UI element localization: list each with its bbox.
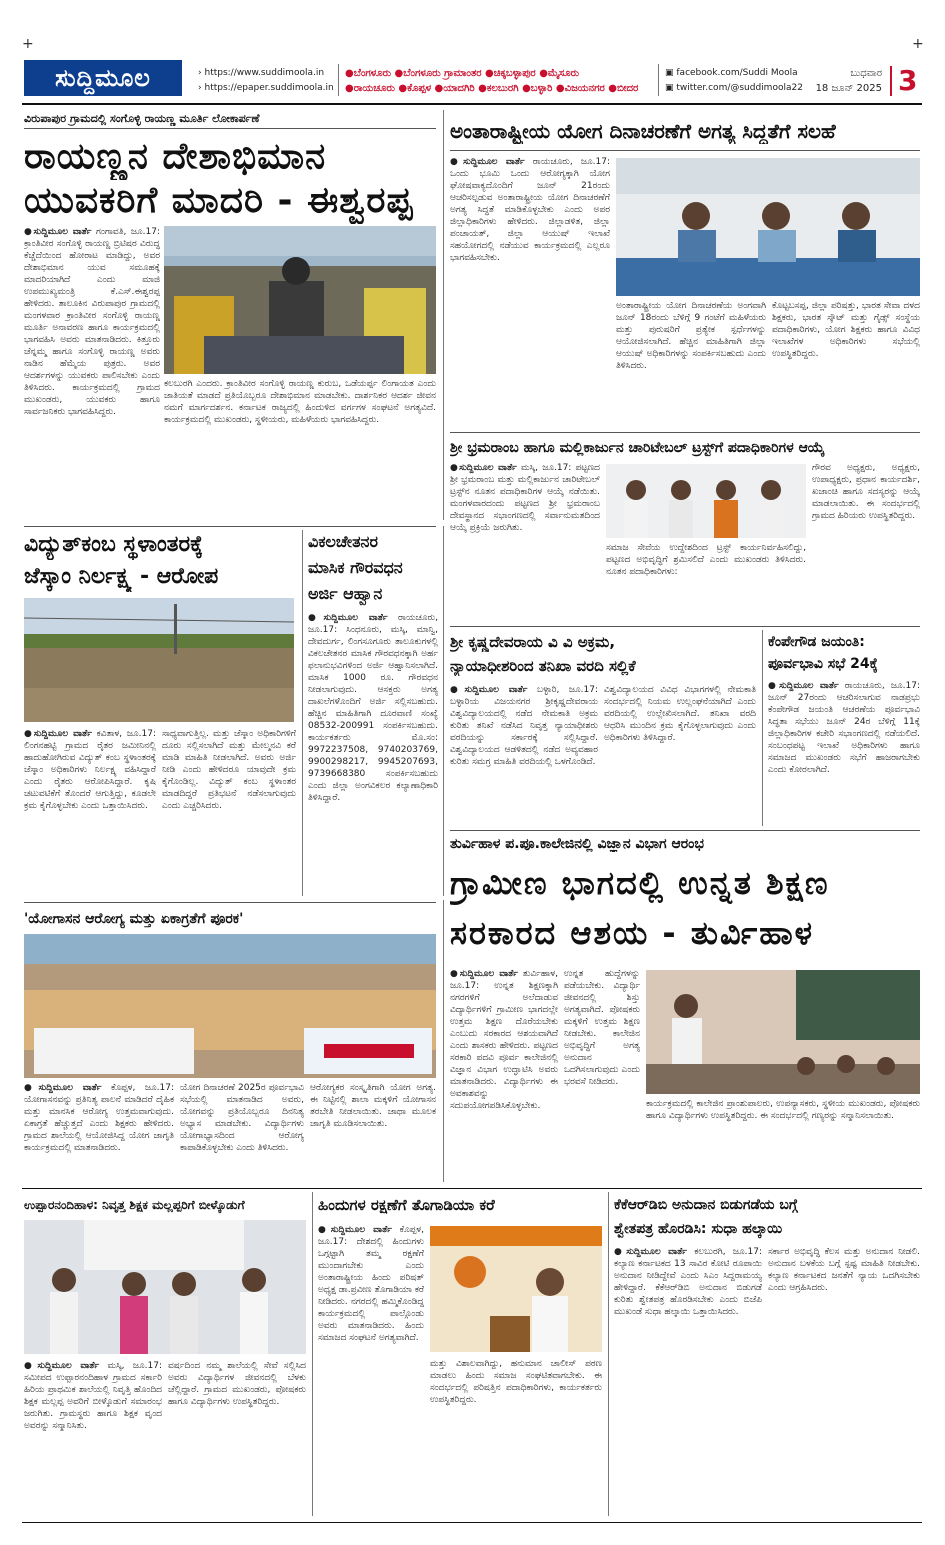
story1-headline-line1: ರಾಯಣ್ಣನ ದೇಶಾಭಿಮಾನ (24, 136, 327, 177)
story9-headline: 'ಯೋಗಾಸನ ಆರೋಗ್ಯ ಮತ್ತು ಏಕಾಗ್ರತೆಗೆ ಪೂರಕ' (24, 911, 244, 927)
retirement-felicitation-image (24, 1220, 306, 1354)
column-divider (608, 1192, 609, 1516)
story6-body2: ವಿಶ್ವವಿದ್ಯಾಲಯದ ವಿವಿಧ ವಿಭಾಗಗಳಲ್ಲಿ ನೇಮಕಾತಿ ಸಂದರ್ಭದಲ್ಲಿ ನಿಯಮ ಉಲ್ಲಂಘನೆಯಾಗಿದೆ ಎಂದು ವರದಿಯಲ್ಲಿ ಉಲ್ಲೇಖಿಸಲಾಗಿದೆ. ತನಿಖಾ ವರದಿ ಆಧರಿಸಿ ಮುಂದಿನ ಕ್ರಮ ಕೈಗೊಳ್ಳಲಾಗುವುದು ಎಂದು ಅಧಿಕಾರಿಗಳು ತಿಳಿಸಿದ್ದಾರೆ. (604, 685, 756, 743)
science-department-event-image (646, 970, 920, 1094)
story12-body2-column (768, 1246, 920, 1516)
story4-photo (24, 598, 294, 722)
story11-body2: ಮತ್ತು ವಿಶಾಲವಾಗಿದ್ದು, ಹನುಮಾನ ಚಾಲೀಸ್ ಪಠಣ ಮಾಡಲು ಹಿಂದು ಸಮಾಜ ಸಂಘಟಿತವಾಗಬೇಕು. ಈ ಸಂದರ್ಭದಲ್ಲಿ ಪರಿಷತ್ತಿನ ಪದಾಧಿಕಾರಿಗಳು, ಕಾರ್ಯಕರ್ತರು ಉಪಸ್ಥಿತರಿದ್ದರು. (430, 1359, 602, 1405)
column-divider (443, 526, 444, 896)
link-arrow-icon: › (198, 68, 202, 78)
story9-body-column (24, 1082, 174, 1182)
story3-body2: ಸಮಾಜ ಸೇವೆಯ ಉದ್ದೇಶದಿಂದ ಟ್ರಸ್ಟ್ ಕಾರ್ಯನಿರ್ವಹಿಸಲಿದ್ದು, ಪಟ್ಟಣದ ಅಭಿವೃದ್ಧಿಗೆ ಶ್ರಮಿಸಲಿದೆ ಎಂದು ಮುಖಂಡರು ತಿಳಿಸಿದರು. ನೂತನ ಪದಾಧಿಕಾರಿಗಳು: (606, 543, 806, 577)
story3-body3: ಗೌರವ ಅಧ್ಯಕ್ಷರು, ಅಧ್ಯಕ್ಷರು, ಉಪಾಧ್ಯಕ್ಷರು, ಪ್ರಧಾನ ಕಾರ್ಯದರ್ಶಿ, ಖಜಾಂಚಿ ಹಾಗೂ ಸದಸ್ಯರನ್ನು ಆಯ್ಕೆ ಮಾಡಲಾಯಿತು. ಈ ಸಂದರ್ಭದಲ್ಲಿ ಗ್ರಾಮದ ಹಿರಿಯರು ಉಪಸ್ಥಿತರಿದ್ದರು. (812, 463, 920, 521)
story9-body2-column (180, 1082, 304, 1182)
story2-photo (616, 158, 920, 296)
link-arrow-icon: › (198, 83, 202, 93)
story1-body: ಗಂಗಾವತಿ, ಜೂ.17: ಕ್ರಾಂತಿವೀರ ಸಂಗೊಳ್ಳಿ ರಾಯಣ್ಣ ಬ್ರಿಟಿಷರ ವಿರುದ್ಧ ಕೆಚ್ಚೆದೆಯಿಂದ ಹೋರಾಟ ಮಾಡಿದ್ದು, ಅವರ ದೇಶಾಭಿಮಾನ ಯುವ ಸಮೂಹಕ್ಕೆ ಮಾದರಿಯಾಗಿದೆ ಎಂದು ಮಾಜಿ ಉಪಮುಖ್ಯಮಂತ್ರಿ ಕೆ.ಎಸ್.ಈಶ್ವರಪ್ಪ ಹೇಳಿದರು. ತಾಲೂಕಿನ ವಿರುಪಾಪುರ ಗ್ರಾಮದಲ್ಲಿ ಮಂಗಳವಾರ ಕ್ರಾಂತಿವೀರ ಸಂಗೊಳ್ಳಿ ರಾಯಣ್ಣ ಮೂರ್ತಿ ಅನಾವರಣ ಹಾಗೂ ಕಾರ್ಯಕ್ರಮದಲ್ಲಿ ಭಾಗವಹಿಸಿ ಅವರು ಮಾತನಾಡಿದರು. ಕಿತ್ತೂರು ಚೆನ್ನಮ್ಮ ಹಾಗೂ ಸಂಗೊಳ್ಳಿ ರಾಯಣ್ಣ ಅವರು ನಾಡಿನ ಹೆಮ್ಮೆಯ ಪುತ್ರರು. ಅವರ ಆದರ್ಶಗಳನ್ನು ಯುವಕರು ಪಾಲಿಸಬೇಕು ಎಂದು ತಿಳಿಸಿದರು. ಕಾರ್ಯಕ್ರಮದಲ್ಲಿ ಗ್ರಾಮದ ಮುಖಂಡರು, ಯುವಕರು ಹಾಗೂ ಸಾರ್ವಜನಿಕರು ಭಾಗವಹಿಸಿದ್ದರು. (24, 227, 160, 417)
rayanna-statue-event-image (164, 226, 436, 374)
story7-byline: ●ಸುದ್ದಿಮೂಲ ವಾರ್ತೆ (768, 681, 839, 691)
story12-headline-line1: ಕೆಕೆಆರ್‌ಡಿಬಿ ಅನುದಾನ ಬಿಡುಗಡೆಯ ಬಗ್ಗೆ (614, 1197, 798, 1213)
dateline (810, 66, 882, 96)
story11-headline: ಹಿಂದುಗಳ ರಕ್ಷಣೆಗೆ ತೊಗಾಡಿಯಾ ಕರೆ (318, 1196, 495, 1214)
story7-headline-line2: ಪೂರ್ವಭಾವಿ ಸಭೆ 24ಕ್ಕೆ (768, 656, 878, 672)
story1-headline-line2: ಯುವಕರಿಗೆ ಮಾದರಿ - ಈಶ್ವರಪ್ಪ (24, 180, 414, 221)
story12-headline-line2: ಶ್ವೇತಪತ್ರ ಹೊರಡಿಸಿ: ಸುಧಾ ಹಲ್ಕಾಯಿ (614, 1221, 783, 1237)
story1-photo (164, 226, 436, 374)
column-divider (762, 630, 763, 826)
rule (450, 830, 920, 831)
story6-headline-line2: ನ್ಯಾಯಾಧೀಶರಿಂದ ತನಿಖಾ ವರದಿ ಸಲ್ಲಿಕೆ (450, 657, 636, 675)
trust-officials-image (606, 464, 806, 538)
story8-body2: ಉನ್ನತ ಹುದ್ದೆಗಳನ್ನು ಪಡೆಯಬೇಕು. ವಿದ್ಯಾರ್ಥಿ ಜೀವನದಲ್ಲಿ ಶಿಸ್ತು ಅಗತ್ಯವಾಗಿದೆ. ಪೋಷಕರು ಮಕ್ಕಳಿಗೆ ಉತ್ತಮ ಶಿಕ್ಷಣ ನೀಡಬೇಕು. ಕಾಲೇಜಿನ ಅಭಿವೃದ್ಧಿಗೆ ಅಗತ್ಯ ಅನುದಾನ ಒದಗಿಸಲಾಗುವುದು ಎಂದು ಭರವಸೆ ನೀಡಿದರು. (564, 969, 640, 1087)
story12-byline: ●ಸುದ್ದಿಮೂಲ ವಾರ್ತೆ (614, 1247, 687, 1257)
twitter-link[interactable]: twitter.com/@suddimoola22 (676, 83, 803, 93)
story1-kicker: ವಿರುಪಾಪುರ ಗ್ರಾಮದಲ್ಲಿ ಸಂಗೊಳ್ಳಿ ರಾಯಣ್ಣ ಮೂರ್ತಿ ಲೋಕಾರ್ಪಣೆ (24, 112, 260, 125)
story4-body2: ಸಾಧ್ಯವಾಗುತ್ತಿಲ್ಲ. ಮತ್ತು ಜೆಸ್ಕಾಂ ಅಧಿಕಾರಿಗಳಿಗೆ ದೂರು ಸಲ್ಲಿಸಲಾಗಿದೆ ಮತ್ತು ಮೇಲ್ಮನವಿ ಕರೆ ಮಾಡಿ ಮಾಹಿತಿ ನೀಡಲಾಗಿದೆ. ಅವರು ಅರ್ಜಿ ನೀಡಿ ಎಂದು ಹೇಳಿದರೂ ಯಾವುದೇ ಕ್ರಮ ಕೈಗೊಂಡಿಲ್ಲ. ವಿದ್ಯುತ್ ಕಂಬ ಸ್ಥಳಾಂತರ ಮಾಡದಿದ್ದರೆ ಪ್ರತಿಭಟನೆ ನಡೆಸಲಾಗುವುದು ಎಂದು ಎಚ್ಚರಿಸಿದರು. (162, 729, 296, 811)
story9-body2: ಯೋಗ ದಿನಾಚರಣೆ 2025ರ ಪೂರ್ವಭಾವಿ ಸಭೆಯಲ್ಲಿ ಮಾತನಾಡಿದ ಅವರು, ಯೋಗವನ್ನು ಪ್ರತಿಯೊಬ್ಬರೂ ದಿನನಿತ್ಯ ಅಭ್ಯಾಸ ಮಾಡಬೇಕು. ವಿದ್ಯಾರ್ಥಿಗಳು ಯೋಗಾಭ್ಯಾಸದಿಂದ ಆರೋಗ್ಯ ಕಾಪಾಡಿಕೊಳ್ಳಬೇಕು ಎಂದು ತಿಳಿಸಿದರು. (180, 1083, 304, 1153)
masthead-divider (658, 64, 659, 96)
story12-body-column (614, 1246, 762, 1516)
footer-rule (22, 1522, 922, 1523)
epaper-url-link[interactable]: https://epaper.suddimoola.in (204, 83, 334, 93)
story9-body3: ಆರೋಗ್ಯಕರ ಸಂಸ್ಕೃತಿಗಾಗಿ ಯೋಗ ಅಗತ್ಯ. ಈ ನಿಟ್ಟಿನಲ್ಲಿ ಶಾಲಾ ಮಕ್ಕಳಿಗೆ ಯೋಗಾಸನ ತರಬೇತಿ ನೀಡಲಾಯಿತು. ಜಾಥಾ ಮೂಲಕ ಜಾಗೃತಿ ಮೂಡಿಸಲಾಯಿತು. (310, 1083, 436, 1129)
story8-headline-line2: ಸರಕಾರದ ಆಶಯ - ತುರ್ವಿಹಾಳ (450, 914, 815, 952)
story6-body: ಬಳ್ಳಾರಿ, ಜೂ.17: ಬಳ್ಳಾರಿಯ ವಿಜಯನಗರ ಶ್ರೀಕೃಷ್ಣದೇವರಾಯ ವಿಶ್ವವಿದ್ಯಾಲಯದಲ್ಲಿ ನಡೆದ ನೇಮಕಾತಿ ಅಕ್ರಮ ಕುರಿತು ತನಿಖೆ ನಡೆಸಿದ ನಿವೃತ್ತ ನ್ಯಾಯಾಧೀಶರು ವರದಿಯನ್ನು ಸರ್ಕಾರಕ್ಕೆ ಸಲ್ಲಿಸಿದ್ದಾರೆ. ವಿಶ್ವವಿದ್ಯಾಲಯದ ಆಡಳಿತದಲ್ಲಿ ನಡೆದ ಅವ್ಯವಹಾರ ಕುರಿತು ಸಮಗ್ರ ಮಾಹಿತಿ ವರದಿಯಲ್ಲಿ ಒಳಗೊಂಡಿದೆ. (450, 685, 598, 767)
story7-headline-line1: ಕೆಂಪೇಗೌಡ ಜಯಂತಿ: (768, 634, 865, 650)
section-rule (22, 1188, 922, 1189)
story12-body: ಕಲಬುರಗಿ, ಜೂ.17: ಕಲ್ಯಾಣ ಕರ್ನಾಟಕದ 13 ಸಾವಿರ ಕೋಟಿ ರೂಪಾಯಿ ಅನುದಾನ ನೀಡಿದ್ದೇವೆ ಎಂದು ಸಿಎಂ ಸಿದ್ದರಾಮಯ್ಯ ಹೇಳಿದ್ದಾರೆ. ಕೆಕೆಆರ್‌ಡಿಬಿ ಅನುದಾನ ಬಿಡುಗಡೆ ಕುರಿತು ಶ್ವೇತಪತ್ರ ಹೊರಡಿಸಬೇಕು ಎಂದು ಬಿಜೆಪಿ ಮುಖಂಡೆ ಸುಧಾ ಹಲ್ಕಾಯಿ ಒತ್ತಾಯಿಸಿದರು. (614, 1247, 762, 1317)
story4-body: ಕವಿತಾಳ, ಜೂ.17: ಲಿಂಗನಹಟ್ಟಿ ಗ್ರಾಮದ ರೈತರ ಜಮೀನಿನಲ್ಲಿ ಹಾದುಹೋಗಿರುವ ವಿದ್ಯುತ್ ಕಂಬ ಸ್ಥಳಾಂತರಕ್ಕೆ ಜೆಸ್ಕಾಂ ಅಧಿಕಾರಿಗಳು ನಿರ್ಲಕ್ಷ್ಯ ವಹಿಸಿದ್ದಾರೆ ಎಂದು ರೈತರು ಆರೋಪಿಸಿದ್ದಾರೆ. ಕೃಷಿ ಚಟುವಟಿಕೆಗೆ ತೊಂದರೆ ಆಗುತ್ತಿದ್ದು, ಕೂಡಲೇ ಕ್ರಮ ಕೈಗೊಳ್ಳಬೇಕು ಎಂದು ಒತ್ತಾಯಿಸಿದರು. (24, 729, 156, 811)
story8-body-column (450, 968, 558, 1182)
story10-body: ಮಸ್ಕಿ, ಜೂ.17: ಸಮೀಪದ ಉಪ್ಪಾರನಂದಿಹಾಳ ಗ್ರಾಮದ ಸರ್ಕಾರಿ ಹಿರಿಯ ಪ್ರಾಥಮಿಕ ಶಾಲೆಯಲ್ಲಿ ನಿವೃತ್ತಿ ಹೊಂದಿದ ಶಿಕ್ಷಕ ಮಲ್ಲಪ್ಪ ಅವರಿಗೆ ಬೀಳ್ಕೊಡುಗೆ ಸಮಾರಂಭ ಜರುಗಿತು. ಗ್ರಾಮಸ್ಥರು ಹಾಗೂ ಶಿಕ್ಷಕ ವೃಂದ ಅವರನ್ನು ಸನ್ಮಾನಿಸಿತು. (24, 1361, 162, 1431)
story3-body2-column (606, 542, 806, 622)
story8-body3: ಕಾರ್ಯಕ್ರಮದಲ್ಲಿ ಕಾಲೇಜಿನ ಪ್ರಾಂಶುಪಾಲರು, ಉಪನ್ಯಾಸಕರು, ಸ್ಥಳೀಯ ಮುಖಂಡರು, ಪೋಷಕರು ಹಾಗೂ ವಿದ್ಯಾರ್ಥಿಗಳು ಉಪಸ್ಥಿತರಿದ್ದರು. ಈ ಸಂದರ್ಭದಲ್ಲಿ ಗಣ್ಯರನ್ನು ಸನ್ಮಾನಿಸಲಾಯಿತು. (646, 1099, 920, 1121)
story7-body: ರಾಯಚೂರು, ಜೂ.17: ಜೂನ್ 27ರಂದು ಆಚರಿಸಲಾಗುವ ನಾಡಪ್ರಭು ಕೆಂಪೇಗೌಡ ಜಯಂತಿ ಆಚರಣೆಯ ಪೂರ್ವಭಾವಿ ಸಿದ್ಧತಾ ಸಭೆಯು ಜೂನ್ 24ರ ಬೆಳಿಗ್ಗೆ 11ಕ್ಕೆ ಜಿಲ್ಲಾಧಿಕಾರಿಗಳ ಕಚೇರಿ ಸಭಾಂಗಣದಲ್ಲಿ ನಡೆಯಲಿದೆ. ಸಂಬಂಧಪಟ್ಟ ಇಲಾಖೆ ಅಧಿಕಾರಿಗಳು ಹಾಗೂ ಸಮಾಜದ ಮುಖಂಡರು ಸಭೆಗೆ ಹಾಜರಾಗಬೇಕು ಎಂದು ಕೋರಲಾಗಿದೆ. (768, 681, 920, 775)
page-number: 3 (890, 66, 928, 96)
story11-body2-column (430, 1358, 602, 1516)
story2-body3: ಕೊಟ್ಟಬಸಪ್ಪ, ಜಿಲ್ಲಾ ಪರಿಷತ್ತು, ಭಾರತ ಸೇವಾ ದಳದ ಶಿಕ್ಷಕರು, ಭಾರತ ಸ್ಕೌಟ್ ಮತ್ತು ಗೈಡ್ಸ್ ಸಂಸ್ಥೆಯ ಪದಾಧಿಕಾರಿಗಳು, ಯೋಗ ಶಿಕ್ಷಕರು ಹಾಗೂ ವಿವಿಧ ಇಲಾಖೆಗಳ ಅಧಿಕಾರಿಗಳು ಸಭೆಯಲ್ಲಿ ಉಪಸ್ಥಿತರಿದ್ದರು. (772, 301, 920, 359)
story8-photo (646, 970, 920, 1094)
story4-headline-line1: ವಿದ್ಯುತ್‌ಕಂಬ ಸ್ಥಳಾಂತರಕ್ಕೆ (24, 532, 203, 557)
story4-byline: ●ಸುದ್ದಿಮೂಲ ವಾರ್ತೆ (24, 729, 92, 739)
story2-body2: ಅಂತಾರಾಷ್ಟ್ರೀಯ ಯೋಗ ದಿನಾಚರಣೆಯ ಅಂಗವಾಗಿ ಜೂನ್ 18ರಂದು ಬೆಳಿಗ್ಗೆ 9 ಗಂಟೆಗೆ ಮಹಿಳೆಯರು ಮತ್ತು ಪುರುಷರಿಗೆ ಪ್ರತ್ಯೇಕ ಸ್ಪರ್ಧೆಗಳನ್ನು ಆಯೋಜಿಸಲಾಗಿದೆ. ಹೆಚ್ಚಿನ ಮಾಹಿತಿಗಾಗಿ ಜಿಲ್ಲಾ ಆಯುಷ್ ಅಧಿಕಾರಿಗಳನ್ನು ಸಂಪರ್ಕಿಸಬಹುದು ಎಂದು ತಿಳಿಸಿದರು. (616, 301, 766, 371)
story4-headline-line2: ಜೆಸ್ಕಾಂ ನಿರ್ಲಕ್ಷ್ಯ - ಆರೋಪ (24, 564, 219, 589)
regions-line-1: ●ಬೆಂಗಳೂರು ●ಬೆಂಗಳೂರು ಗ್ರಾಮಾಂತರ ●ಚಿಕ್ಕಬಳ್ಳಾಪುರ ●ಮೈಸೂರು (345, 68, 580, 79)
story8-body3-column (646, 1098, 920, 1182)
story8-byline: ●ಸುದ್ದಿಮೂಲ ವಾರ್ತೆ (450, 969, 518, 979)
date-label: 18 ಜೂನ್ 2025 (815, 83, 882, 94)
story3-body3-column (812, 462, 920, 622)
story2-body: ರಾಯಚೂರು, ಜೂ.17: ಒಂದು ಭೂಮಿ ಒಂದು ಆರೋಗ್ಯಕ್ಕಾಗಿ ಯೋಗ ಘೋಷವಾಕ್ಯದೊಂದಿಗೆ ಜೂನ್ 21ರಂದು ಆಚರಿಸಲ್ಪಡುವ ಅಂತಾರಾಷ್ಟ್ರೀಯ ಯೋಗ ದಿನಾಚರಣೆಗೆ ಅಗತ್ಯ ಸಿದ್ಧತೆ ಮಾಡಿಕೊಳ್ಳಬೇಕು ಎಂದು ಅಪರ ಜಿಲ್ಲಾಧಿಕಾರಿಗಳು ಹೇಳಿದರು. ಜಿಲ್ಲಾಡಳಿತ, ಜಿಲ್ಲಾ ಪಂಚಾಯತ್, ಜಿಲ್ಲಾ ಆಯುಷ್ ಇಲಾಖೆ ಸಹಯೋಗದಲ್ಲಿ ನಡೆಯುವ ಕಾರ್ಯಕ್ರಮದಲ್ಲಿ ಎಲ್ಲರೂ ಭಾಗವಹಿಸಬೇಕು. (450, 157, 610, 263)
yoga-meeting-image (616, 158, 920, 296)
column-divider (312, 1192, 313, 1516)
story3-headline: ಶ್ರೀ ಭ್ರಮರಾಂಬ ಹಾಗೂ ಮಲ್ಲಿಕಾರ್ಜುನ ಚಾರಿಟೇಬಲ್ ಟ್ರಸ್ಟ್‌ಗೆ ಪದಾಧಿಕಾರಿಗಳ ಆಯ್ಕೆ (450, 440, 825, 456)
rule (450, 626, 920, 627)
rule (24, 902, 436, 903)
day-label: ಬುಧವಾರ (850, 68, 882, 79)
story9-body: ಕೊಪ್ಪಳ, ಜೂ.17: ಯೋಗಾಸನವನ್ನು ಪ್ರತಿನಿತ್ಯ ಪಾಲನೆ ಮಾಡಿದರೆ ದೈಹಿಕ ಮತ್ತು ಮಾನಸಿಕ ಆರೋಗ್ಯ ಉತ್ತಮವಾಗುವುದು. ಏಕಾಗ್ರತೆ ಹೆಚ್ಚುತ್ತದೆ ಎಂದು ಶಿಕ್ಷಕರು ಹೇಳಿದರು. ಗ್ರಾಮದ ಶಾಲೆಯಲ್ಲಿ ಆಯೋಜಿಸಿದ್ದ ಯೋಗ ಜಾಗೃತಿ ಕಾರ್ಯಕ್ರಮದಲ್ಲಿ ಮಾತನಾಡಿದರು. (24, 1083, 174, 1153)
social-links (665, 66, 803, 96)
story3-body-column (450, 462, 600, 622)
story5-body2: ಕಾರ್ಯಕರ್ತರು ಮೊ.ಸಂ: 9972237508, 9740203769, 9900298217, 9945207693, 9739668380 ಸಂಪರ್ಕಿಸಬಹುದು ಎಂದು ಜಿಲ್ಲಾ ಅಂಗವಿಕಲರ ಕಲ್ಯಾಣಾಧಿಕಾರಿ ತಿಳಿಸಿದ್ದಾರೆ. (308, 733, 438, 803)
story6-body-column (450, 684, 598, 824)
story10-body2-column (168, 1360, 306, 1516)
masthead-divider (338, 64, 339, 96)
story2-body3-column (772, 300, 920, 426)
story9-body3-column (310, 1082, 436, 1182)
rule (24, 128, 436, 129)
masthead-links (198, 66, 334, 96)
story8-headline-line1: ಗ್ರಾಮೀಣ ಭಾಗದಲ್ಲಿ ಉನ್ನತ ಶಿಕ್ಷಣ (450, 864, 830, 902)
electric-pole-field-image (24, 598, 294, 722)
story10-body-column (24, 1360, 162, 1516)
rule (450, 432, 920, 433)
story4-body-column (24, 728, 156, 898)
facebook-icon: ▣ (665, 68, 674, 78)
story6-body2-column (604, 684, 756, 824)
story2-body-column (450, 156, 610, 296)
story2-headline: ಅಂತಾರಾಷ್ಟ್ರೀಯ ಯೋಗ ದಿನಾಚರಣೆಗೆ ಅಗತ್ಯ ಸಿದ್ಧತೆಗೆ ಸಲಹೆ (450, 119, 836, 143)
story10-byline: ●ಸುದ್ದಿಮೂಲ ವಾರ್ತೆ (24, 1361, 100, 1371)
story4-body2-column (162, 728, 296, 898)
story6-headline-line1: ಶ್ರೀ ಕೃಷ್ಣದೇವರಾಯ ವಿ ವಿ ಅಕ್ರಮ, (450, 633, 616, 651)
column-divider (443, 110, 444, 520)
story11-body: ಕೊಪ್ಪಳ, ಜೂ.17: ದೇಶದಲ್ಲಿ ಹಿಂದುಗಳು ಒಗ್ಗಟ್ಟಾಗಿ ತಮ್ಮ ರಕ್ಷಣೆಗೆ ಮುಂದಾಗಬೇಕು ಎಂದು ಅಂತಾರಾಷ್ಟ್ರೀಯ ಹಿಂದು ಪರಿಷತ್ ಅಧ್ಯಕ್ಷ ಡಾ.ಪ್ರವೀಣ ತೊಗಾಡಿಯಾ ಕರೆ ನೀಡಿದರು. ನಗರದಲ್ಲಿ ಹಮ್ಮಿಕೊಂಡಿದ್ದ ಕಾರ್ಯಕ್ರಮದಲ್ಲಿ ಪಾಲ್ಗೊಂಡು ಅವರು ಮಾತನಾಡಿದರು. ಹಿಂದು ಸಮಾಜದ ಸಂಘಟನೆ ಅಗತ್ಯವಾಗಿದೆ. (318, 1225, 424, 1343)
story3-body: ಮಸ್ಕಿ, ಜೂ.17: ಪಟ್ಟಣದ ಶ್ರೀ ಭ್ರಮರಾಂಬ ಮತ್ತು ಮಲ್ಲಿಕಾರ್ಜುನ ಚಾರಿಟೇಬಲ್ ಟ್ರಸ್ಟ್‌ನ ನೂತನ ಪದಾಧಿಕಾರಿಗಳ ಆಯ್ಕೆ ನಡೆಯಿತು. ಮಂಗಳವಾರದಂದು ಪಟ್ಟಣದ ಶ್ರೀ ಭ್ರಮರಾಂಬ ದೇವಸ್ಥಾನದ ಸಭಾಂಗಣದಲ್ಲಿ ಸರ್ವಾನುಮತದಿಂದ ಆಯ್ಕೆ ಪ್ರಕ್ರಿಯೆ ಜರುಗಿತು. (450, 463, 600, 533)
regions-list (345, 66, 638, 96)
story11-photo (430, 1226, 602, 1352)
story10-headline: ಉಪ್ಪಾರನಂದಿಹಾಳ: ನಿವೃತ್ತ ಶಿಕ್ಷಕ ಮಲ್ಲಪ್ಪರಿಗೆ ಬೀಳ್ಕೊಡುಗೆ (24, 1198, 245, 1212)
story5-body-column (308, 612, 438, 896)
facebook-link[interactable]: facebook.com/Suddi Moola (676, 68, 798, 78)
story10-body2: ವರ್ಷದಿಂದ ನಮ್ಮ ಶಾಲೆಯಲ್ಲಿ ಸೇವೆ ಸಲ್ಲಿಸಿದ ಅವರು ವಿದ್ಯಾರ್ಥಿಗಳ ಜೀವನದಲ್ಲಿ ಬೆಳಕು ಚೆಲ್ಲಿದ್ದಾರೆ. ಗ್ರಾಮದ ಮುಖಂಡರು, ಪೋಷಕರು ಹಾಗೂ ವಿದ್ಯಾರ್ಥಿಗಳು ಉಪಸ್ಥಿತರಿದ್ದರು. (168, 1361, 306, 1407)
story1-body-column (24, 226, 160, 520)
story11-body-column (318, 1224, 424, 1516)
story5-body: ರಾಯಚೂರು, ಜೂ.17: ಸಿಂಧನೂರು, ಮಸ್ಕಿ, ಮಾನ್ವಿ, ದೇವದುರ್ಗ, ಲಿಂಗಸೂಗೂರು ತಾಲೂಕುಗಳಲ್ಲಿ ವಿಕಲಚೇತನರ ಮಾಸಿಕ ಗೌರವಧನಕ್ಕಾಗಿ ಅರ್ಹ ಫಲಾನುಭವಿಗಳಿಂದ ಅರ್ಜಿ ಆಹ್ವಾನಿಸಲಾಗಿದೆ. ಮಾಸಿಕ 1000 ರೂ. ಗೌರವಧನ ನೀಡಲಾಗುವುದು. ಆಸಕ್ತರು ಅಗತ್ಯ ದಾಖಲೆಗಳೊಂದಿಗೆ ಅರ್ಜಿ ಸಲ್ಲಿಸಬಹುದು. ಹೆಚ್ಚಿನ ಮಾಹಿತಿಗಾಗಿ ದೂರವಾಣಿ ಸಂಖ್ಯೆ 08532-200991 ಸಂಪರ್ಕಿಸಬಹುದು. (308, 613, 438, 731)
story1-body2-column (164, 378, 436, 520)
regions-line-2: ●ರಾಯಚೂರು ●ಕೊಪ್ಪಳ ●ಯಾದಗಿರಿ ●ಕಲಬುರಗಿ ●ಬಳ್ಳಾರಿ ●ವಿಜಯನಗರ ●ಬೀದರ (345, 83, 639, 94)
story10-photo (24, 1220, 306, 1354)
yoga-awareness-students-image (24, 934, 436, 1078)
story8-body: ತುರ್ವಿಹಾಳ, ಜೂ.17: ಉನ್ನತ ಶಿಕ್ಷಣಕ್ಕಾಗಿ ನಗರಗಳಿಗೆ ಅಲೆದಾಡುವ ವಿದ್ಯಾರ್ಥಿಗಳಿಗೆ ಗ್ರಾಮೀಣ ಭಾಗದಲ್ಲೇ ಉತ್ತಮ ಶಿಕ್ಷಣ ದೊರೆಯಬೇಕು ಎಂಬುದು ಸರಕಾರದ ಆಶಯವಾಗಿದೆ ಎಂದು ಶಾಸಕರು ಹೇಳಿದರು. ಪಟ್ಟಣದ ಸರಕಾರಿ ಪದವಿ ಪೂರ್ವ ಕಾಲೇಜಿನಲ್ಲಿ ವಿಜ್ಞಾನ ವಿಭಾಗ ಉದ್ಘಾಟಿಸಿ ಅವರು ಮಾತನಾಡಿದರು. ವಿದ್ಯಾರ್ಥಿಗಳು ಈ ಅವಕಾಶವನ್ನು ಸದುಪಯೋಗಪಡಿಸಿಕೊಳ್ಳಬೇಕು. (450, 969, 558, 1111)
story12-body2: ಸರ್ಕಾರ ಅಭಿವೃದ್ಧಿ ಕೆಲಸ ಮತ್ತು ಅನುದಾನ ನೀಡಲಿ. ಅನುದಾನ ಬಳಕೆಯ ಬಗ್ಗೆ ಸ್ಪಷ್ಟ ಮಾಹಿತಿ ನೀಡಬೇಕು. ಕಲ್ಯಾಣ ಕರ್ನಾಟಕದ ಜನತೆಗೆ ನ್ಯಾಯ ಒದಗಿಸಬೇಕು ಎಂದು ಆಗ್ರಹಿಸಿದರು. (768, 1247, 920, 1293)
story5-byline: ●ಸುದ್ದಿಮೂಲ ವಾರ್ತೆ (308, 613, 388, 623)
story11-byline: ●ಸುದ್ದಿಮೂಲ ವಾರ್ತೆ (318, 1225, 392, 1235)
story8-kicker: ತುರ್ವಿಹಾಳ ಪ.ಪೂ.ಕಾಲೇಜಿನಲ್ಲಿ ವಿಜ್ಞಾನ ವಿಭಾಗ ಆರಂಭ (450, 836, 704, 852)
story9-byline: ●ಸುದ್ದಿಮೂಲ ವಾರ್ತೆ (24, 1083, 102, 1093)
twitter-icon: ▣ (665, 83, 674, 93)
story9-photo (24, 934, 436, 1078)
story5-headline-line2: ಮಾಸಿಕ ಗೌರವಧನ (308, 558, 403, 577)
masthead-rule (22, 103, 922, 105)
story5-headline-line1: ವಿಕಲಚೇತನರ (308, 532, 378, 551)
story2-byline: ●ಸುದ್ದಿಮೂಲ ವಾರ್ತೆ (450, 157, 525, 167)
crop-mark-left: + (22, 36, 34, 52)
masthead-logo: ಸುದ್ದಿಮೂಲ (24, 60, 182, 96)
column-divider (443, 900, 444, 1182)
story1-byline: ●ಸುದ್ದಿಮೂಲ ವಾರ್ತೆ (24, 227, 92, 237)
rule (450, 150, 920, 151)
rule (24, 526, 436, 527)
story8-body2-column (564, 968, 640, 1182)
story2-body2-column (616, 300, 766, 426)
togadia-speech-image (430, 1226, 602, 1352)
story3-photo (606, 464, 806, 538)
story1-body2: ಕಲಬುರಗಿ ಎಂದರು. ಕ್ರಾಂತಿವೀರ ಸಂಗೊಳ್ಳಿ ರಾಯಣ್ಣ ಕುರುಬ, ಒಡೆಯರ್ಪ್ಪ ಲಿಂಗಾಯತ ಎಂದು ಜಾತಿಯತೆ ಮಾಡದೆ ಪ್ರತಿಯೊಬ್ಬರೂ ದೇಶಾಭಿಮಾನ ಮಾಡಬೇಕು. ದಾರ್ಶನಿಕರ ಆದರ್ಶ ಜೀವನ ನಮಗೆ ಮಾರ್ಗದರ್ಶನ. ಕರ್ನಾಟಕ ರಾಜ್ಯದಲ್ಲಿ ಹಿಂದುಳಿದ ವರ್ಗಗಳ ಸಂಘಟನೆ ಅಗತ್ಯವಿದೆ. ಕಾರ್ಯಕ್ರಮದಲ್ಲಿ ಮುಖಂಡರು, ಸ್ಥಳೀಯರು, ಮಹಿಳೆಯರು ಭಾಗವಹಿಸಿದ್ದರು. (164, 379, 436, 425)
column-divider (302, 530, 303, 896)
story5-headline-line3: ಅರ್ಜಿ ಆಹ್ವಾನ (308, 584, 383, 603)
story6-byline: ●ಸುದ್ದಿಮೂಲ ವಾರ್ತೆ (450, 685, 528, 695)
story3-byline: ●ಸುದ್ದಿಮೂಲ ವಾರ್ತೆ (450, 463, 517, 473)
crop-mark-right: + (912, 36, 924, 52)
web-url-link[interactable]: https://www.suddimoola.in (204, 68, 325, 78)
story7-body-column (768, 680, 920, 826)
